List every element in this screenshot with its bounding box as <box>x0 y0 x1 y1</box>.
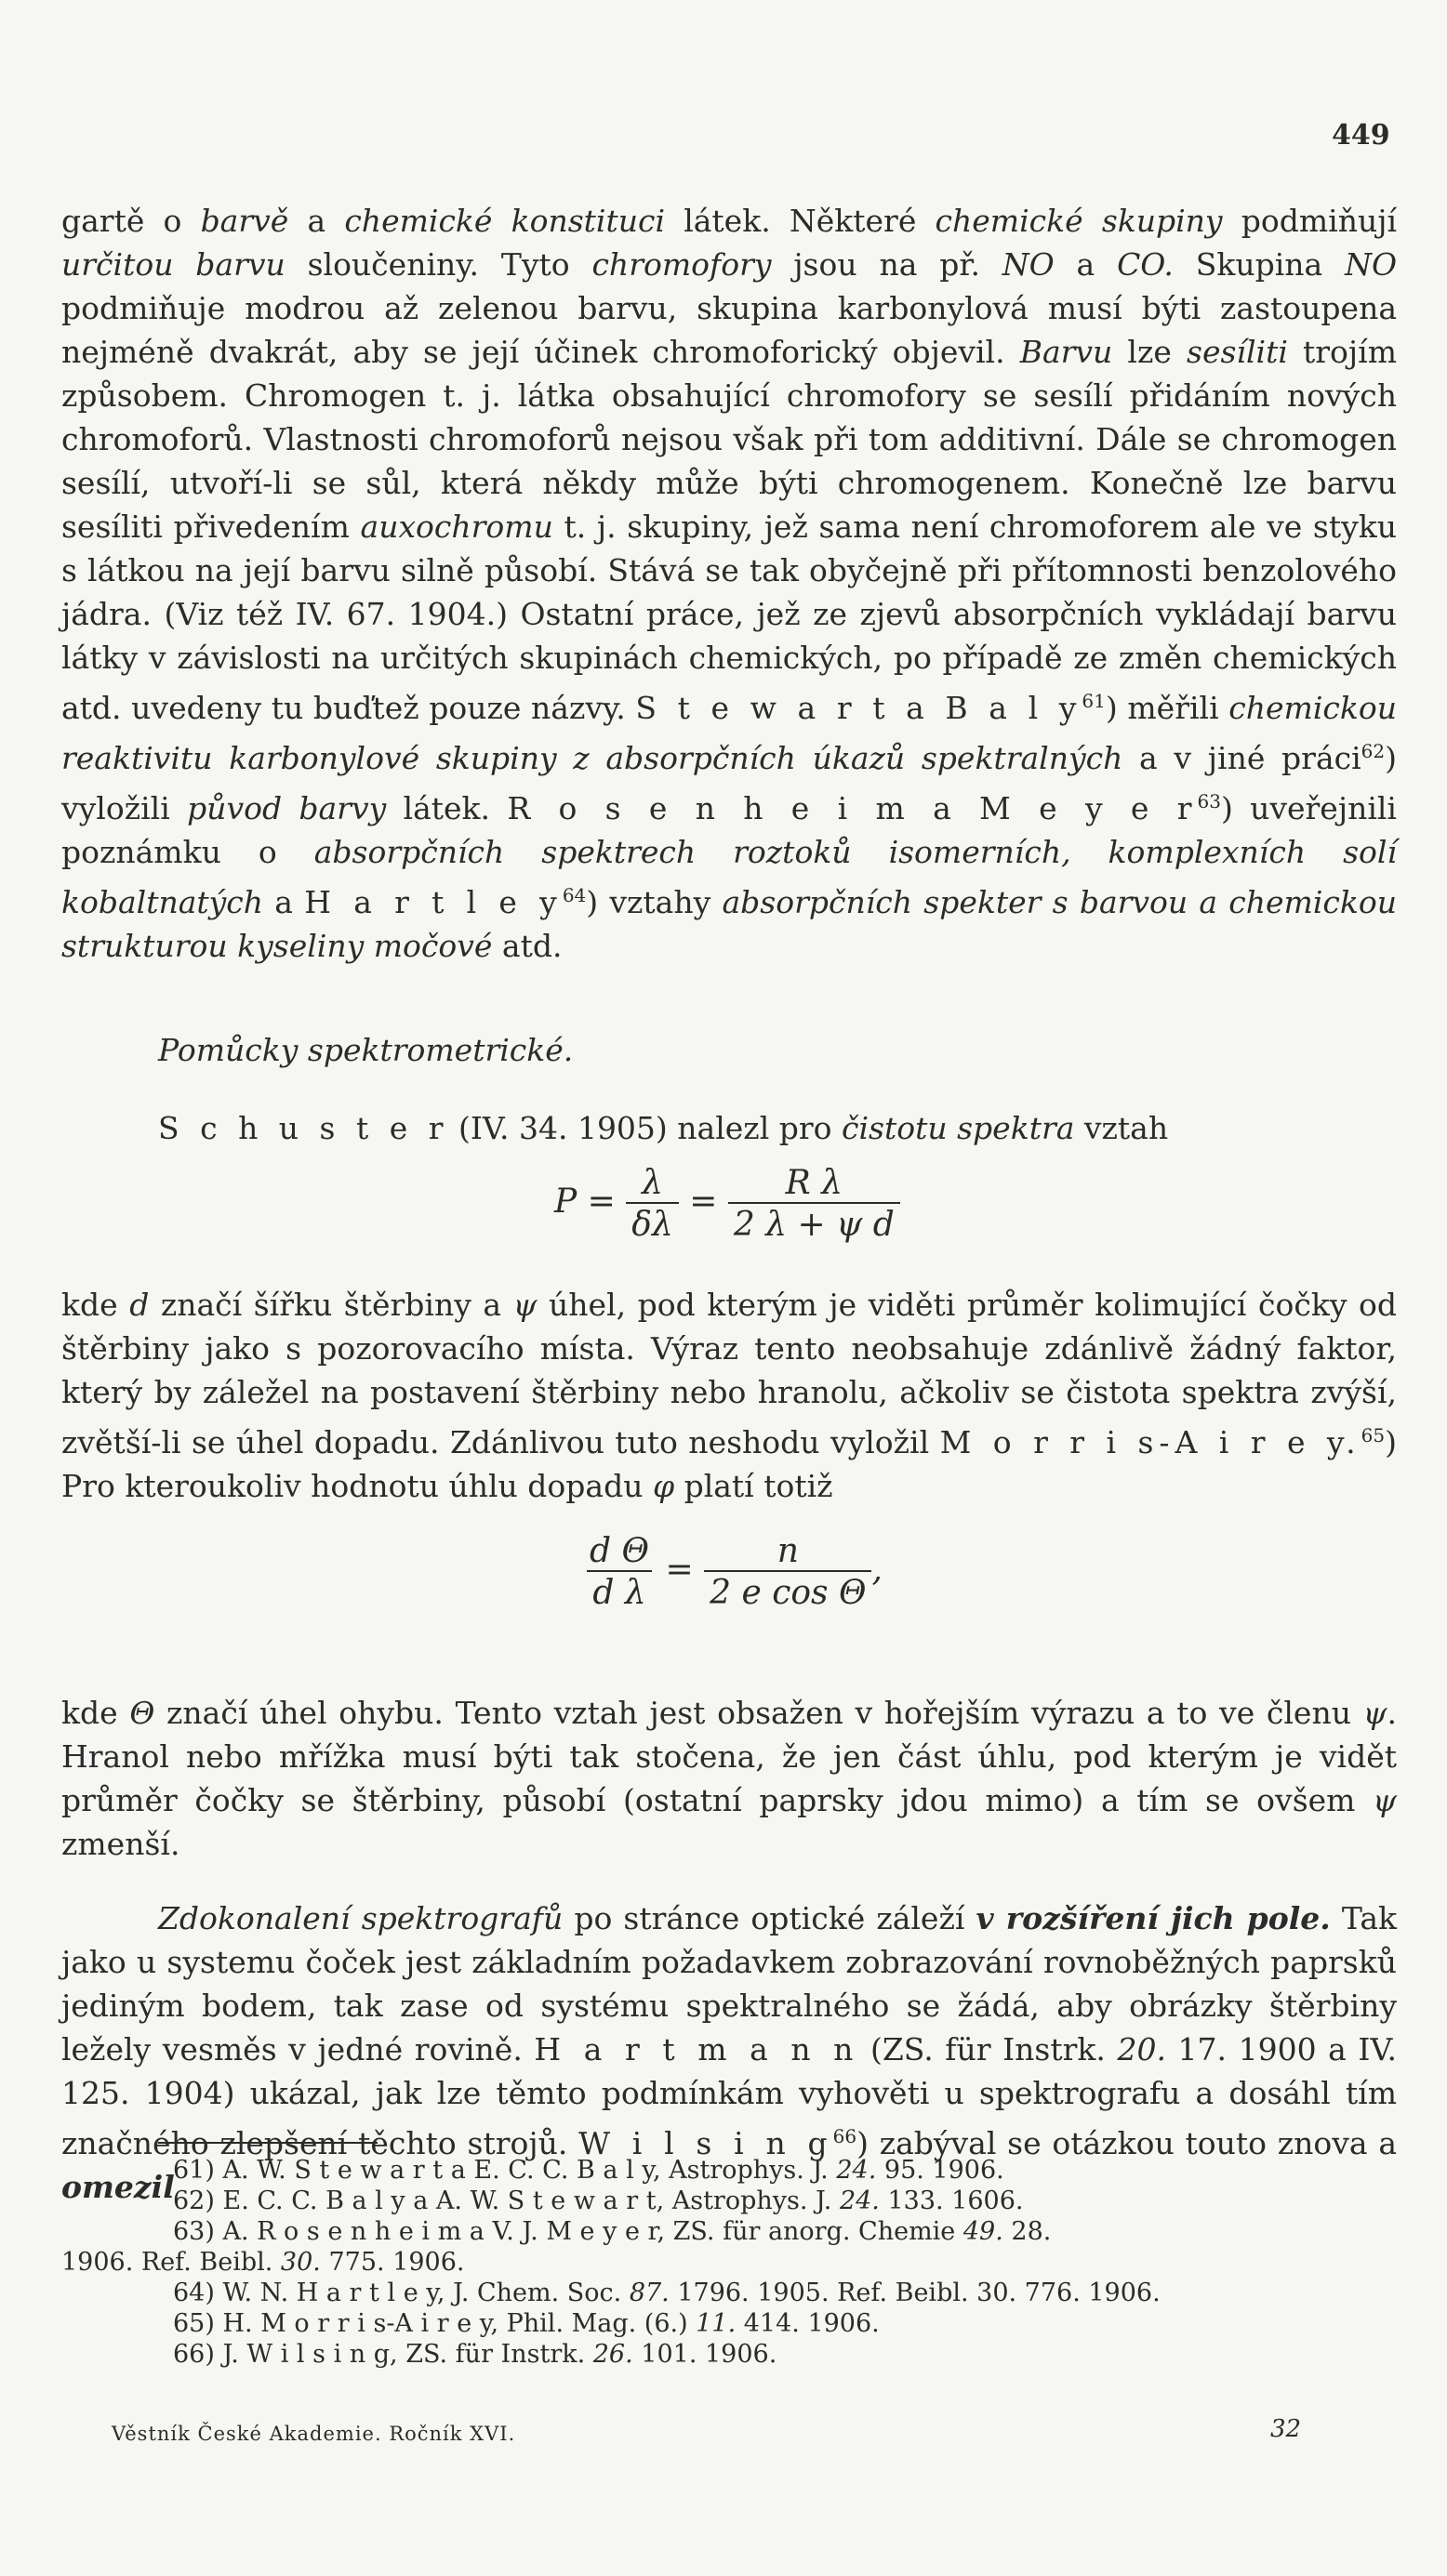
footnote-ref: 61 <box>1082 690 1106 712</box>
footnote-ref: 65 <box>1361 1424 1386 1447</box>
footnote-ref: 63 <box>1197 790 1221 812</box>
footnote-rest: 1796. 1905. Ref. Beibl. 30. 776. 1906. <box>669 2279 1161 2307</box>
text: trojím způsobem. Chromogen t. j. látka obsahující chromofory se sesílí přidáním nových chromoforů. Vlastnosti chromoforů nejsou však při tom additivní. Dále se chromogen sesílí, utvoří-li se sůl, která někdy může býti chromogenem. Konečně lze barvu sesíliti přivedením <box>61 334 1397 545</box>
footnote-ref: 66 <box>832 2125 857 2147</box>
text: lze <box>1112 334 1188 370</box>
text: podmiňují <box>1222 203 1397 239</box>
text: (ZS. für Instrk. <box>858 2031 1118 2067</box>
signature-mark: 32 <box>1270 2415 1302 2443</box>
italic-term: Θ <box>129 1695 155 1731</box>
text: ) měřili <box>1105 690 1229 726</box>
fraction <box>704 1532 871 1612</box>
footnote-volume: 49. <box>962 2217 1003 2246</box>
numerator: d Θ <box>590 1532 650 1570</box>
footnote-divider <box>158 2142 378 2144</box>
equals-sign: = <box>689 1182 718 1221</box>
footnote-mark: 62) <box>173 2186 215 2215</box>
italic-term: 20. <box>1117 2031 1166 2067</box>
footnote-mark: 63) <box>173 2217 215 2246</box>
text: úhel, pod kterým je viděti průměr kolimující čočky od štěrbiny jako s pozorovacího místa. Výraz tento neobsahuje zdánlivě žádný faktor, který by záležel na postavení štěrbiny nebo hranolu, ačkoliv se čistota spektra zvýší, zvětší-li se úhel dopadu. Zdánlivou tuto neshodu vyložil <box>61 1287 1397 1460</box>
text: jsou na př. <box>771 246 1002 283</box>
text: podmiňuje modrou až zelenou barvu, skupina karbonylová musí býti zastoupena nejméně dvakrát, aby se její účinek chromoforický objevil. <box>61 290 1397 370</box>
footnote-volume: 24. <box>839 2186 880 2215</box>
footnote-volume: 24. <box>836 2156 877 2185</box>
text: t. j. skupiny, jež sama není chromoforem ale ve styku s látkou na její barvu silně působí. Stává se tak obyčejně při přítomnosti benzolového jádra. (Viz též IV. 67. 1904.) Ostatní práce, jež ze zjevů absorpčních vykládají barvu látky v závislosti na určitých skupinách chemických, po případě ze změn chemických atd. uvedeny tu buďtež pouze názvy. <box>61 509 1397 726</box>
italic-term: omezil <box>61 2169 175 2205</box>
italic-term: d <box>129 1287 150 1323</box>
italic-term: chemickou reaktivitu karbonylové skupiny z absorpčních úkazů spektralných <box>61 690 1397 776</box>
italic-term: v rozšíření jich pole. <box>976 1900 1331 1936</box>
footnote-text: W. N. H a r t l e y, J. Chem. Soc. <box>222 2279 630 2307</box>
italic-term: Zdokonalení spektrografů <box>158 1900 564 1936</box>
footnote-rest: 95. 1906. <box>876 2156 1004 2185</box>
text: 17. 1900 a IV. 125. 1904) ukázal, jak lze těmto podmínkám vyhověti u spektrografu a dosáhl tím značného zlepšení těchto strojů. <box>61 2031 1398 2161</box>
author-name: R o s e n h e i m a M e y e r <box>507 790 1198 826</box>
text: ) zabýval se otázkou touto znova a <box>856 2125 1398 2161</box>
footnote-rest: 414. 1906. <box>736 2309 880 2338</box>
footnote-ref: 62 <box>1361 740 1386 762</box>
author-name: S t e w a r t a B a l y <box>635 690 1082 726</box>
italic-term: φ <box>652 1468 675 1504</box>
numerator: n <box>777 1532 799 1570</box>
journal-footer: Věstník České Akademie. Ročník XVI. <box>112 2423 516 2445</box>
paragraph-schuster <box>61 1106 1397 1150</box>
footnote-mark: 61) <box>173 2156 215 2185</box>
footnote-mark: 64) <box>173 2279 215 2307</box>
text: zmenší. <box>61 1826 180 1862</box>
footnote-text: 1906. Ref. Beibl. <box>61 2248 281 2277</box>
text: značí šířku štěrbiny a <box>149 1287 513 1323</box>
italic-term: absorpčních spekter s barvou a chemickou strukturou kyseliny močové <box>61 884 1398 964</box>
italic-term: absorpčních spektrech roztoků isomerních, komplexních solí kobaltnatých <box>61 834 1397 920</box>
italic-term: ψ <box>1362 1695 1387 1731</box>
italic-term: ψ <box>1373 1782 1397 1818</box>
paragraph-slit-width <box>61 1283 1397 1508</box>
author-name: M o r r i s-A i r e y. <box>939 1424 1361 1460</box>
formula-diffraction <box>584 1532 883 1612</box>
italic-term: CO. <box>1117 246 1174 283</box>
footnote-text: H. M o r r i s-A i r e y, Phil. Mag. (6.) <box>222 2309 697 2338</box>
denominator: d λ <box>587 1570 651 1612</box>
author-name: S c h u s t e r <box>158 1110 449 1146</box>
italic-term: chromofory <box>591 246 772 283</box>
italic-term: určitou barvu <box>61 246 285 283</box>
italic-term: auxochromu <box>360 509 553 545</box>
footnote <box>61 2186 1397 2216</box>
author-name: H a r t l e y <box>304 884 563 920</box>
footnote-ref: 64 <box>562 884 587 906</box>
denominator: 2 e cos Θ <box>704 1570 871 1612</box>
text: . Hranol nebo mřížka musí býti tak stočena, že jen část úhlu, pod kterým je vidět průměr čočky se štěrbiny, působí (ostatní paprsky jdou mimo) a tím se ovšem <box>61 1695 1397 1818</box>
footnotes <box>61 2155 1397 2370</box>
footnote-text: E. C. C. B a l y a A. W. S t e w a r t, Astrophys. J. <box>222 2186 840 2215</box>
fraction <box>728 1164 900 1244</box>
text: ) vztahy <box>586 884 723 920</box>
text: a <box>288 203 345 239</box>
text: látek. <box>386 790 508 826</box>
page-number: 449 <box>1332 119 1390 152</box>
numerator: R λ <box>785 1164 843 1202</box>
italic-term: barvě <box>200 203 289 239</box>
text: sloučeniny. Tyto <box>285 246 592 283</box>
footnote <box>61 2278 1397 2308</box>
author-name: W i l s i n g <box>578 2125 833 2161</box>
footnote-volume: 87. <box>629 2279 670 2307</box>
italic-term: NO <box>1002 246 1055 283</box>
text: Skupina <box>1173 246 1346 283</box>
text: ) vyložili <box>61 740 1397 826</box>
text: platí totiž <box>674 1468 833 1504</box>
formula-lhs: P = <box>554 1182 616 1221</box>
footnote-rest: 775. 1906. <box>320 2248 465 2277</box>
footnote-volume: 26. <box>592 2340 633 2369</box>
text: gartě o <box>61 203 201 239</box>
text: po stránce optické záleží <box>563 1900 976 1936</box>
text: vztah <box>1074 1110 1169 1146</box>
footnote-text: A. R o s e n h e i m a V. J. M e y e r, ZS. für anorg. Chemie <box>222 2217 963 2246</box>
italic-term: chemické skupiny <box>935 203 1223 239</box>
text: a <box>1054 246 1118 283</box>
formula-spectral-purity <box>554 1164 900 1244</box>
footnote-text: J. W i l s i n g, ZS. für Instrk. <box>222 2340 593 2369</box>
footnote-volume: 30. <box>280 2248 321 2277</box>
footnote-rest: 101. 1906. <box>632 2340 777 2369</box>
italic-term: Barvu <box>1019 334 1113 370</box>
footnote <box>61 2155 1397 2186</box>
footnote-mark: 66) <box>173 2340 215 2369</box>
footnote-mark: 65) <box>173 2309 215 2338</box>
footnote-continuation <box>61 2247 1397 2278</box>
italic-term: ψ <box>512 1287 538 1323</box>
text: a v jiné práci <box>1122 740 1361 776</box>
footnote <box>61 2339 1397 2370</box>
footnote <box>61 2216 1397 2247</box>
denominator: δλ <box>626 1202 679 1244</box>
equals-sign: = <box>665 1551 694 1589</box>
fraction <box>626 1164 679 1244</box>
paragraph-spectrographs <box>61 1660 1397 2239</box>
italic-term: NO <box>1345 246 1397 283</box>
denominator: 2 λ + ψ d <box>728 1202 900 1244</box>
footnote-rest: 133. 1606. <box>879 2186 1024 2215</box>
footnote-volume: 11. <box>696 2309 737 2338</box>
text: látek. Některé <box>665 203 936 239</box>
italic-term: čistotu spektra <box>842 1110 1075 1146</box>
italic-term: původ barvy <box>187 790 387 826</box>
italic-term: chemické konstituci <box>344 203 666 239</box>
text: ) uveřejnili poznámku o <box>61 790 1397 870</box>
footnote <box>61 2308 1397 2339</box>
text: (IV. 34. 1905) nalezl pro <box>448 1110 842 1146</box>
fraction <box>584 1532 655 1612</box>
text: značí úhel ohybu. Tento vztah jest obsažen v hořejším výrazu a to ve členu <box>154 1695 1363 1731</box>
numerator: λ <box>642 1164 663 1202</box>
footnote-text: A. W. S t e w a r t a E. C. C. B a l y, Astrophys. J. <box>222 2156 837 2185</box>
text: atd. <box>492 928 563 964</box>
paragraph-color-constitution <box>61 199 1397 968</box>
author-name: H a r t m a n n <box>534 2031 859 2067</box>
text: a <box>263 884 305 920</box>
section-heading: Pomůcky spektrometrické. <box>158 1032 574 1068</box>
formula-tail: , <box>871 1551 883 1589</box>
italic-term: sesíliti <box>1187 334 1288 370</box>
footnote-rest: 28. <box>1002 2217 1052 2246</box>
text: Tak jako u systemu čoček jest základním požadavkem zobrazování rovnoběžných paprsků jediným bodem, tak zase od systému spektralného se žádá, aby obrázky štěrbiny ležely vesměs v jedné rovině. <box>61 1900 1397 2067</box>
text: kde <box>61 1287 130 1323</box>
text: kde <box>61 1695 130 1731</box>
text: ) Pro kteroukoliv hodnotu úhlu dopadu <box>61 1424 1397 1504</box>
